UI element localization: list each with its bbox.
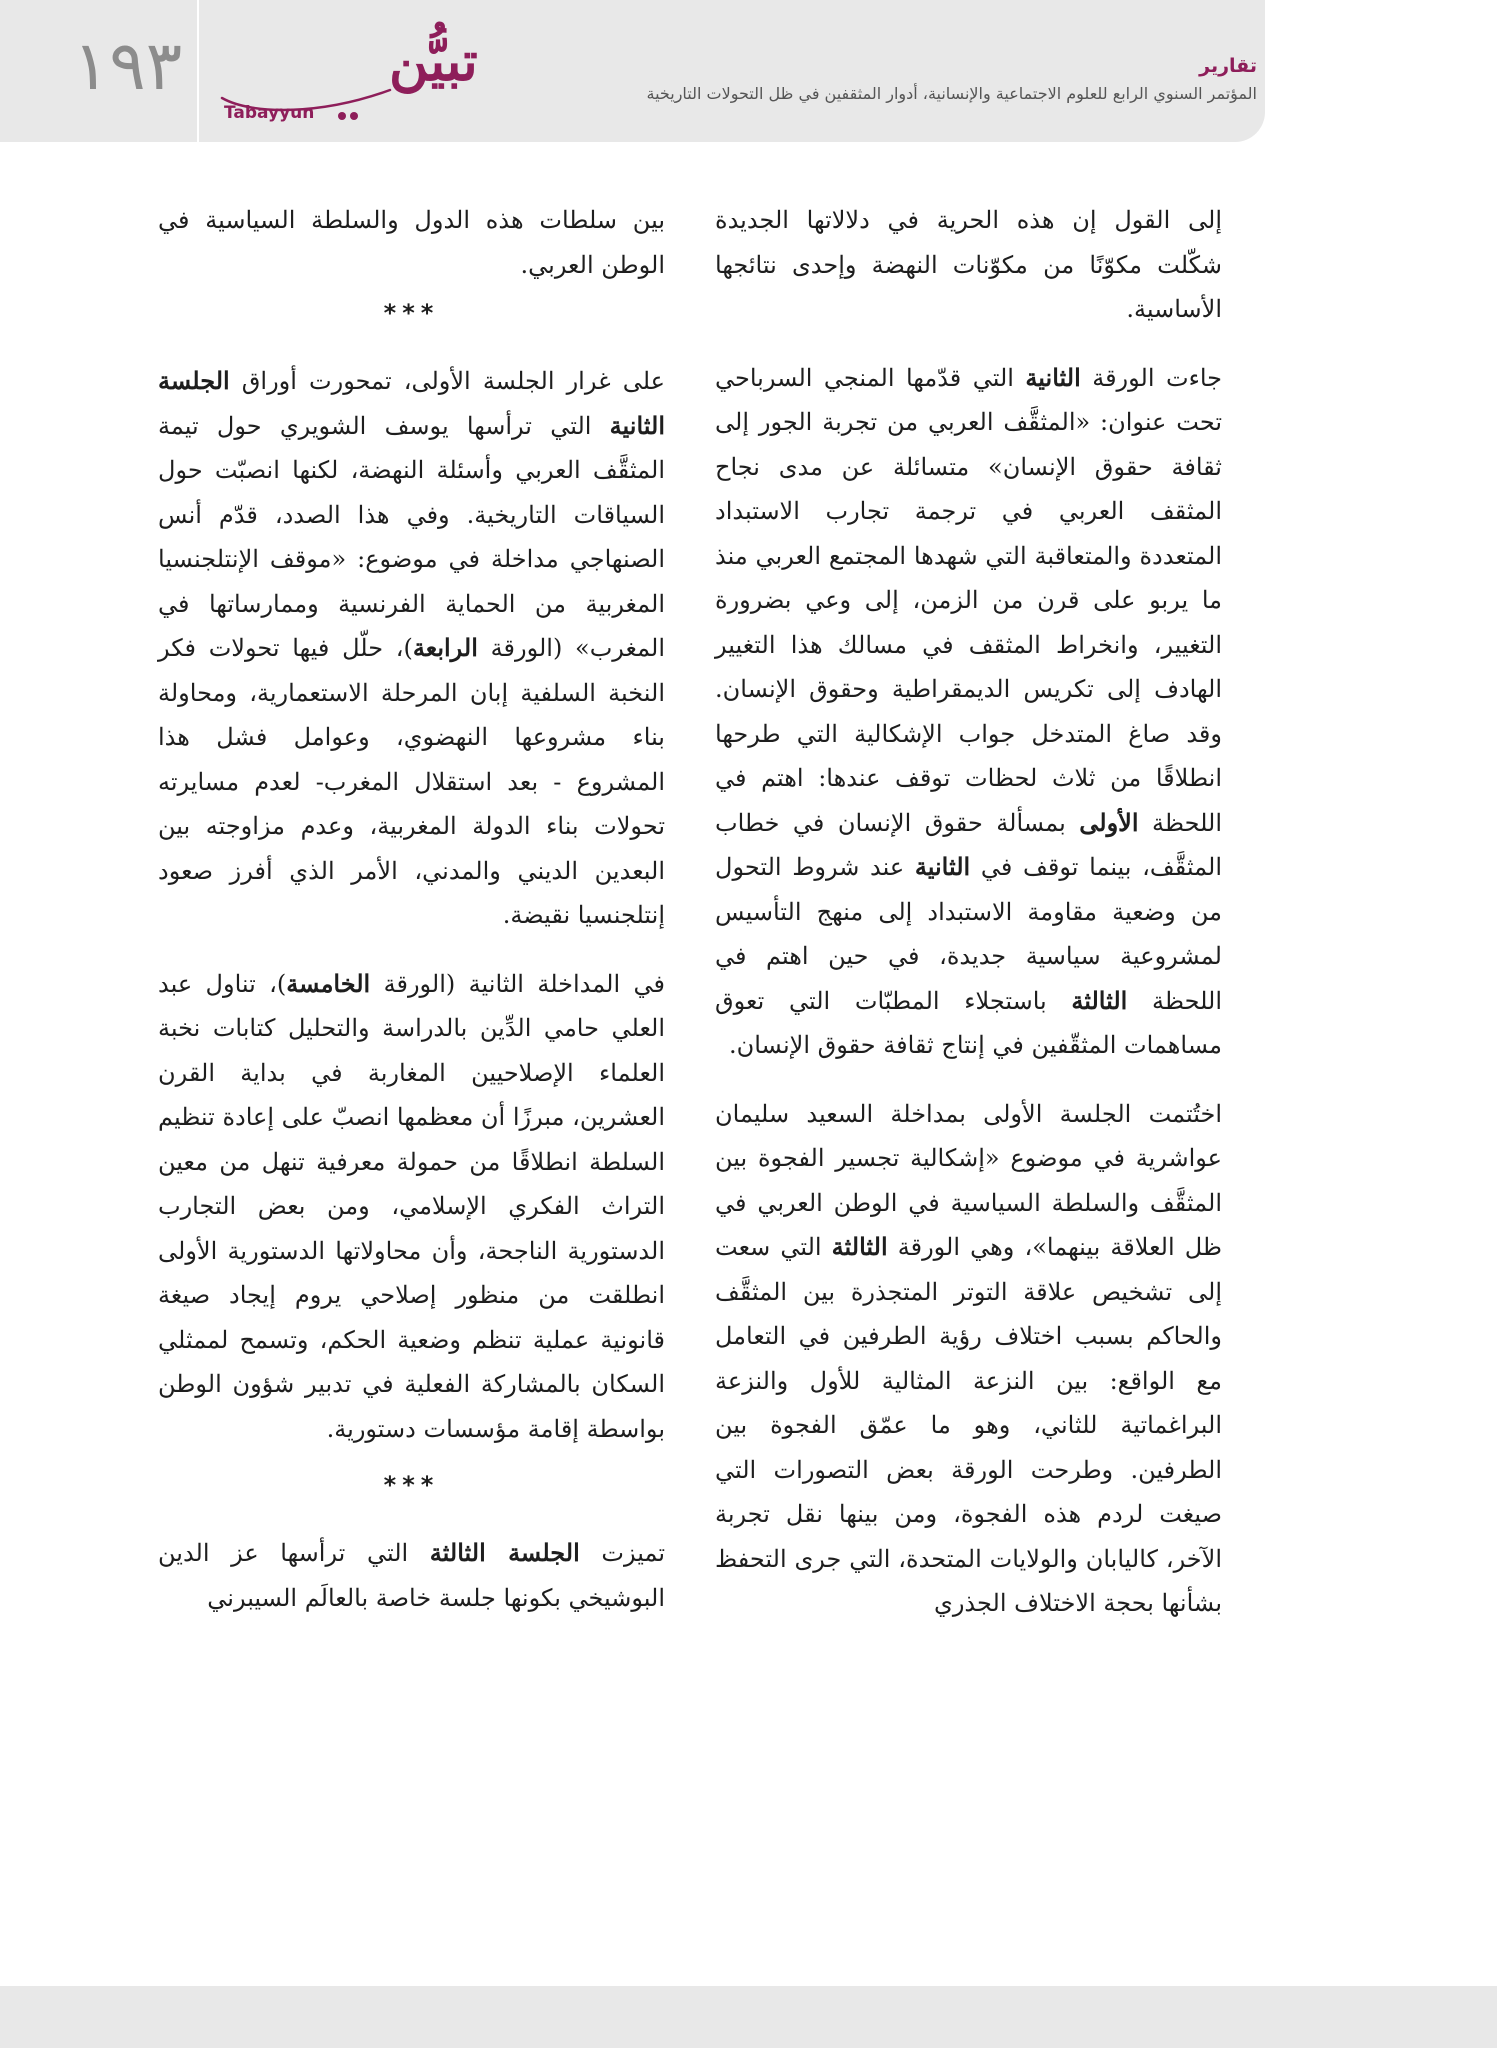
header-divider <box>197 0 199 142</box>
paragraph: على غرار الجلسة الأولى، تمحورت أوراق الجلسة الثانية التي ترأسها يوسف الشويري حول تيمة المثقَّف العربي وأسئلة النهضة، لكنها انصبّت حول السياقات التاريخية. وفي هذا الصدد، قدّم أنس الصنهاجي مداخلة في موضوع: «موقف الإنتلجنسيا المغربية من الحماية الفرنسية وممارساتها في المغرب» (الورقة الرابعة)، حلّل فيها تحولات فكر النخبة السلفية إبان المرحلة الاستعمارية، ومحاولة بناء مشروعها النهضوي، وعوامل فشل هذا المشروع - بعد استقلال المغرب- لعدم مسايرته تحولات بناء الدولة المغربية، وعدم مزاوجته بين البعدين الديني والمدني، الأمر الذي أفرز صعود إنتلجنسيا نقيضة. <box>158 366 665 929</box>
section-separator: *** <box>383 1471 440 1499</box>
section-label: تقارير <box>1199 55 1257 77</box>
footer-band <box>0 1986 1497 2048</box>
left-column <box>158 198 665 1620</box>
paragraph: في المداخلة الثانية (الورقة الخامسة)، تناول عبد العلي حامي الدِّين بالدراسة والتحليل كتابات نخبة العلماء الإصلاحيين المغاربة في بداية القرن العشرين، مبرزًا أن معظمها انصبّ على إعادة تنظيم السلطة انطلاقًا من حمولة معرفية تنهل من معين التراث الفكري الإسلامي، ومن بعض التجارب الدستورية الناجحة، وأن محاولاتها الدستورية الأولى انطلقت من منظور إصلاحي يروم إيجاد صيغة قانونية عملية تنظم وضعية الحكم، وتسمح لممثلي السكان بالمشاركة الفعلية في تدبير شؤون الوطن بواسطة إقامة مؤسسات دستورية. <box>158 968 665 1443</box>
logo-arabic: تبيُّن <box>389 29 478 93</box>
paragraph: إلى القول إن هذه الحرية في دلالاتها الجديدة شكّلت مكوّنًا من مكوّنات النهضة وإحدى نتائجها الأساسية. <box>715 206 1222 323</box>
paragraph: جاءت الورقة الثانية التي قدّمها المنجي السرباحي تحت عنوان: «المثقَّف العربي من تجربة الجور إلى ثقافة حقوق الإنسان» متسائلة عن مدى نجاح المثقف العربي في ترجمة تجارب الاستبداد المتعددة والمتعاقبة التي شهدها المجتمع العربي منذ ما يربو على قرن من الزمن، إلى وعي بضرورة التغيير، وانخراط المثقف في مسالك هذا التغيير الهادف إلى تكريس الديمقراطية وحقوق الإنسان. وقد صاغ المتدخل جواب الإشكالية التي طرحها انطلاقًا من ثلاث لحظات توقف عندها: اهتم في اللحظة الأولى بمسألة حقوق الإنسان في خطاب المثقَّف، بينما توقف في الثانية عند شروط التحول من وضعية مقاومة الاستبداد إلى منهج التأسيس لمشروعية سياسية جديدة، في حين اهتم في اللحظة الثالثة باستجلاء المطبّات التي تعوق مساهمات المثقّفين في إنتاج ثقافة حقوق الإنسان. <box>715 362 1222 1059</box>
paragraph: اختُتمت الجلسة الأولى بمداخلة السعيد سليمان عواشرية في موضوع «إشكالية تجسير الفجوة بين المثقَّف والسلطة السياسية في الوطن العربي في ظل العلاقة بينهما»، وهي الورقة الثالثة التي سعت إلى تشخيص علاقة التوتر المتجذرة بين المثقَّف والحاكم بسبب اختلاف رؤية الطرفين في التعامل مع الواقع: بين النزعة المثالية للأول والنزعة البراغماتية للثاني، وهو ما عمّق الفجوة بين الطرفين. وطرحت الورقة بعض التصورات التي صيغت لردم هذه الفجوة، ومن بينها نقل تجربة الآخر، كاليابان والولايات المتحدة، التي جرى التحفظ بشأنها بحجة الاختلاف الجذري <box>715 1099 1222 1617</box>
paragraph: تميزت الجلسة الثالثة التي ترأسها عز الدين البوشيخي بكونها جلسة خاصة بالعالَم السيبرني <box>158 1538 665 1612</box>
section-separator: *** <box>383 299 440 327</box>
paragraph: بين سلطات هذه الدول والسلطة السياسية في الوطن العربي. <box>158 206 665 279</box>
right-column <box>715 198 1222 1626</box>
header-title: المؤتمر السنوي الرابع للعلوم الاجتماعية والإنسانية، أدوار المثقفين في ظل التحولات التاريخية <box>646 84 1257 103</box>
logo-latin: Tabayyun <box>224 103 315 123</box>
running-header <box>257 52 1257 106</box>
page-number: ١٩٣ <box>72 27 183 106</box>
